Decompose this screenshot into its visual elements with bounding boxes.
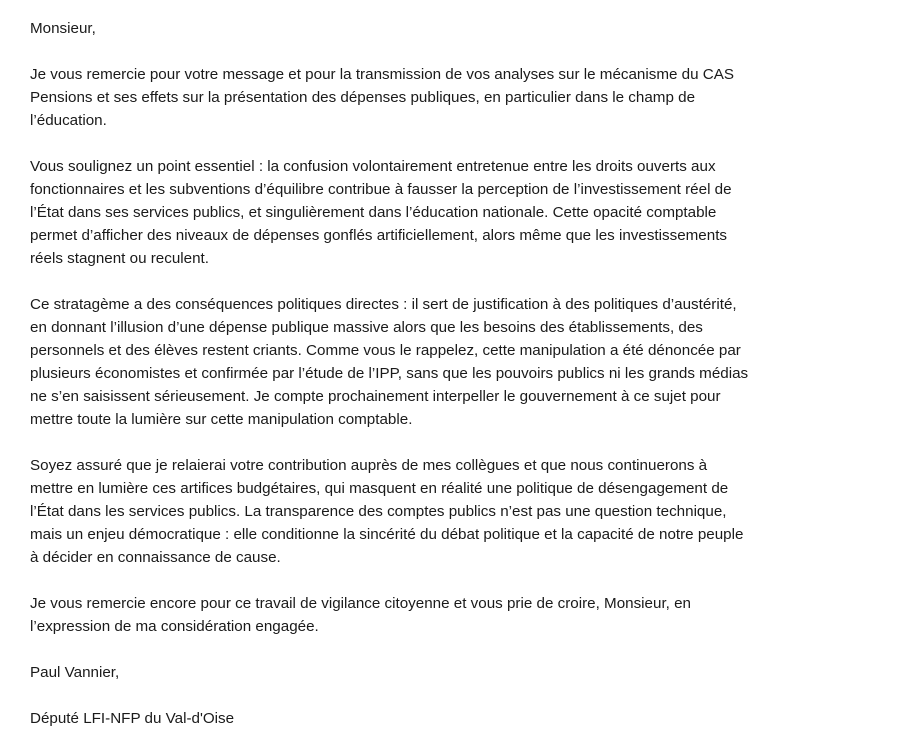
paragraph-line: Pensions et ses effets sur la présentation des dépenses publiques, en particulier dans le champ de bbox=[30, 89, 696, 106]
paragraph-4 bbox=[30, 454, 880, 569]
paragraph-line: permet d’afficher des niveaux de dépenses gonflés artificiellement, alors même que les investissements bbox=[30, 227, 728, 244]
paragraph-line: Vous soulignez un point essentiel : la confusion volontairement entretenue entre les droits ouverts aux bbox=[30, 158, 716, 175]
paragraph-line: mettre en lumière ces artifices budgétaires, qui masquent en réalité une politique de désengagement de bbox=[30, 480, 729, 497]
paragraph-line: Je vous remercie encore pour ce travail de vigilance citoyenne et vous prie de croire, Monsieur, en bbox=[30, 595, 691, 612]
signature-title bbox=[30, 707, 880, 730]
paragraph-line: à décider en connaissance de cause. bbox=[30, 549, 281, 566]
signature-name-text: Paul Vannier, bbox=[30, 664, 120, 681]
paragraph-line: l’État dans ses services publics, et singulièrement dans l’éducation nationale. Cette opacité comptable bbox=[30, 204, 717, 221]
paragraph-line: mettre toute la lumière sur cette manipulation comptable. bbox=[30, 411, 413, 428]
paragraph-line: réels stagnent ou reculent. bbox=[30, 250, 209, 267]
paragraph-line: personnels et des élèves restent criants. Comme vous le rappelez, cette manipulation a été dénoncée par bbox=[30, 342, 741, 359]
letter-body bbox=[30, 17, 880, 753]
paragraph-line: Je vous remercie pour votre message et pour la transmission de vos analyses sur le mécanisme du CAS bbox=[30, 66, 735, 83]
signature-name bbox=[30, 661, 880, 684]
paragraph-line: en donnant l’illusion d’une dépense publique massive alors que les besoins des établissements, des bbox=[30, 319, 703, 336]
salutation bbox=[30, 17, 880, 40]
paragraph-line: Ce stratagème a des conséquences politiques directes : il sert de justification à des politiques d’austérité, bbox=[30, 296, 737, 313]
paragraph-line: Soyez assuré que je relaierai votre contribution auprès de mes collègues et que nous continuerons à bbox=[30, 457, 708, 474]
paragraph-line: l’État dans les services publics. La transparence des comptes publics n’est pas une question technique, bbox=[30, 503, 727, 520]
paragraph-line: ne s’en saisissent sérieusement. Je compte prochainement interpeller le gouvernement à ce sujet pour bbox=[30, 388, 721, 405]
paragraph-3 bbox=[30, 293, 880, 431]
paragraph-2 bbox=[30, 155, 880, 270]
signature-title-text: Député LFI-NFP du Val-d'Oise bbox=[30, 710, 235, 727]
paragraph-1 bbox=[30, 63, 880, 132]
salutation-text: Monsieur, bbox=[30, 20, 96, 37]
paragraph-5 bbox=[30, 592, 880, 638]
paragraph-line: l’expression de ma considération engagée. bbox=[30, 618, 319, 635]
paragraph-line: plusieurs économistes et confirmée par l’étude de l’IPP, sans que les pouvoirs publics ni les grands médias bbox=[30, 365, 749, 382]
paragraph-line: mais un enjeu démocratique : elle conditionne la sincérité du débat politique et la capacité de notre peuple bbox=[30, 526, 744, 543]
paragraph-line: fonctionnaires et les subventions d’équilibre contribue à fausser la perception de l’investissement réel de bbox=[30, 181, 732, 198]
paragraph-line: l’éducation. bbox=[30, 112, 107, 129]
